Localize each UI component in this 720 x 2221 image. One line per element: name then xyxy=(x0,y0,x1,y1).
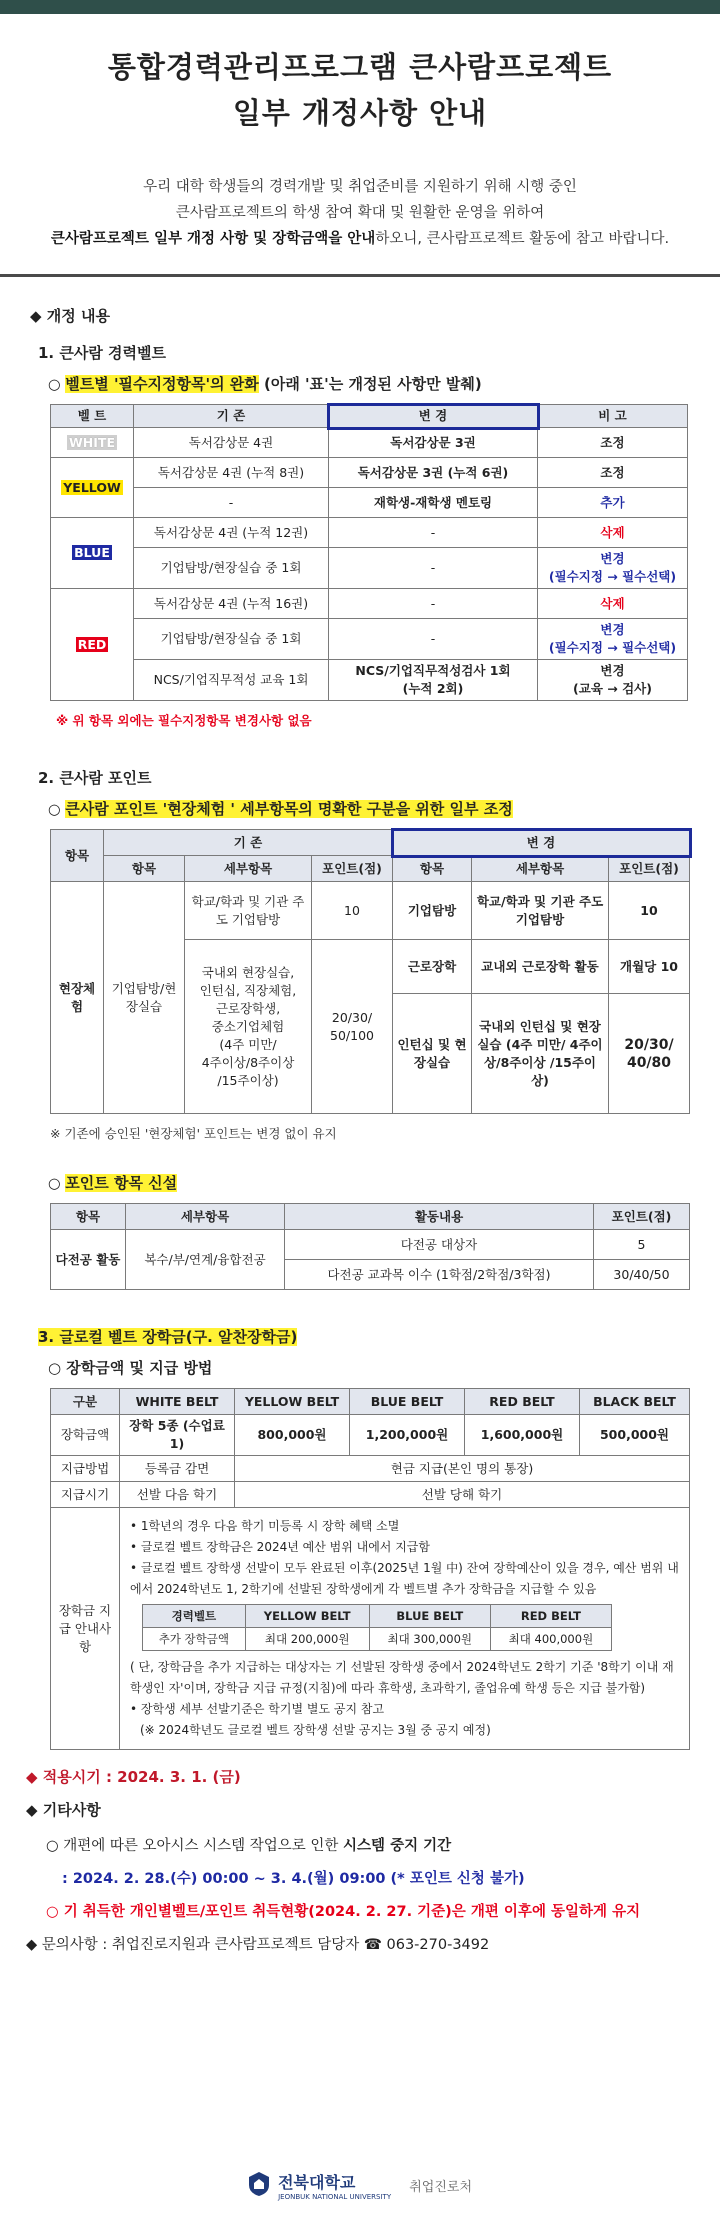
s1-note: ※ 위 항목 외에는 필수지정항목 변경사항 없음 xyxy=(56,713,312,728)
system-stop-dates: : 2024. 2. 28.(수) 00:00 ~ 3. 4.(월) 09:00 (* 포인트 신청 불가) xyxy=(62,1871,525,1887)
belt-white: WHITE xyxy=(69,434,115,450)
intro-line3-rest: 하오니, 큰사람프로젝트 활동에 참고 바랍니다. xyxy=(375,231,670,247)
s2-title: 2. 큰사람 포인트 xyxy=(38,769,152,787)
s2-sub-highlight: 큰사람 포인트 '현장체험 ' 세부항목의 명확한 구분을 위한 일부 조정 xyxy=(65,800,513,818)
s3-sub: ○ 장학금액 및 지급 방법 xyxy=(48,1359,213,1377)
belt-blue: BLUE xyxy=(74,545,110,560)
s2-new-title: 포인트 항목 신설 xyxy=(65,1174,178,1192)
intro xyxy=(0,174,720,252)
new-point-table: 항목 세부항목 활동내용 포인트(점) 다전공 활동 복수/부/연계/융합전공 다전공 대상자 5 다전공 교과목 이수 (1학점/2학점/3학점) 30/40/50 xyxy=(50,1203,690,1290)
extra-scholarship-table: 경력벨트 YELLOW BELT BLUE BELT RED BELT 추가 장학금액 최대 200,000원 최대 300,000원 최대 400,000원 xyxy=(142,1604,612,1651)
university-emblem-icon xyxy=(248,2171,270,2201)
divider xyxy=(0,274,720,277)
belt-red: RED xyxy=(77,636,107,652)
title-line2: 일부 개정사항 안내 xyxy=(232,96,488,130)
etc-title: 기타사항 xyxy=(42,1801,101,1819)
intro-bold: 큰사람프로젝트 일부 개정 사항 및 장학금액을 안내 xyxy=(50,231,376,247)
notice-page: 통합경력관리프로그램 큰사람프로젝트 일부 개정사항 안내 우리 대학 학생들의 경력개발 및 취업준비를 지원하기 위해 시행 중인 큰사람프로젝트의 학생 참여 확대 및 원활한 운영을 위하여 큰사람프로젝트 일부 개정 사항 및 장학금액을 안내하오니, 큰사람프로젝트 활동에 참고 바랍니다. ◆ 개정 내용 1. 큰사람 경력벨트 ○ 벨트별 '필수지정항목'의 완화 (아래 '표'는 개정된 사항만 발췌) 벨 트 기 존 변 경 비 고 WHITE 독서감상문 4권 독서감상문 3권 조정 YELLOW 독서감상문 4권 (누적 8권) 독서감상문 3권 (누적 6권) 조정 - 재학생-재학생 멘토링 추가 BLUE 독서감상문 4권 (누적 12권) - 삭제 기업탐방/현장실습 중 1회 - 변경 (필수지정 → 필수선택) RED 독서감상문 4권 (누적 16권) - 삭제 기업탐방/현장실습 중 1회 - 변경 (필수지정 → 필수선택) NCS/기업직무적성 교육 1회 NCS/기업직무적성검사 1회 (누적 2회) 변경 (교육 → 검사) ※ 위 항목 외에는 필수지정항목 변경사항 없음 2. 큰사람 포인트 ○ 큰사람 포인트 '현장체험 ' 세부항목의 명확한 구분을 위한 일부 조정 항목 기 존 변 경 항목 세부항목 포인트(점) 항목 세부항목 포인트(점) 현장체험 기업탐방/현장실습 학교/학과 및 기관 주도 기업탐방 10 기업탐방 학교/학과 및 기관 주도 기업탐방 10 국내외 현장실습, 인턴십, 직장체험, 근로장학생, 중소기업체험 (4주 미만/ 4주이상/8주이상 /15주이상) 20/30/ 50/100 근로장학 교내외 근로장학 활동 개월당 10 인턴십 및 현장실습 국내외 인턴십 및 현장실습 (4주 미만/ 4주이상/8주이상 /15주이상) 20/30/ 40/80 ※ 기존에 승인된 '현장체험' 포인트는 변경 없이 유지 ○ 포인트 항목 신설 항목 세부항목 활동내용 포인트(점) 다전공 활동 복수/부/연계/융합전공 다전공 대상자 5 다전공 교과목 이수 (1학점/2학점/3학점) 30/40/50 3. 글로컬 벨트 장학금(구. 알찬장학금) ○ 장학금액 및 지급 방법 구분 WHITE BELT YELLOW BELT BLUE BELT RED BELT BLACK BELT 장학금액 장학 5종 (수업료1) 800,000원 1,200,000원 1,600,000원 500,000원 지급방법 등록금 감면 현금 지급(본인 명의 통장) 지급시기 선발 다음 학기 선발 당해 학기 장학금 지급 안내사항 • 1학년의 경우 다음 학기 미등록 시 장학 혜택 소멸 • 글로컬 벨트 장학금은 2024년 예산 범위 내에서 지급함 • 글로컬 벨트 장학생 선발이 모두 완료된 이후(2025년 1월 中) 잔여 장학예산이 있을 경우, 예산 범위 내에서 2024학년도 1, 2학기에 선발된 장학생에게 각 벨트별 추가 장학금을 지급할 수 있음 경력벨트 YELLOW BELT BLUE BELT RED BELT 추가 장학금액 최대 200,000원 최대 300,000원 최대 400,000원 ( 단, 장학금을 추가 지급하는 대상자는 기 선발된 장학생 중에서 2024학년도 2학기 기준 '8학기 이내 재학생인 자'이며, 장학금 지급 규정(지침)에 따라 휴학생, 초과학기, 졸업유예 학생 등은 지급 불가함) • 장학생 세부 선발기준은 학기별 별도 공지 참고 (※ 2024학년도 글로컬 벨트 장학생 선발 공지는 3월 중 공지 예정) ◆ 적용시기 : 2024. 3. 1. (금) ◆ 기타사항 ○ 개편에 따른 오아시스 시스템 작업으로 인한 시스템 중지 기간 : 2024. 2. 28.(수) 00:00 ~ 3. 4.(월) 09:00 (* 포인트 신청 불가) ○ 기 취득한 개인별벨트/포인트 취득현황(2024. 2. 27. 기준)은 개편 이후에 동일하게 유지 ◆ 문의사항 : 취업진로지원과 큰사람프로젝트 담당자 ☎ 063-270-3492 전북대학교 JEONBUK NATIONAL UNIVERSITY 취업진로처 xyxy=(0,0,720,2221)
s1-sub-highlight: 벨트별 '필수지정항목'의 완화 xyxy=(65,375,259,393)
scholarship-table: 구분 WHITE BELT YELLOW BELT BLUE BELT RED BELT BLACK BELT 장학금액 장학 5종 (수업료1) 800,000원 1,200,000원 1,600,000원 500,000원 지급방법 등록금 감면 현금 지급(본인 명의 통장) 지급시기 선발 다음 학기 선발 당해 학기 장학금 지급 안내사항 • 1학년의 경우 다음 학기 미등록 시 장학 혜택 소멸 • 글로컬 벨트 장학금은 2024년 예산 범위 내에서 지급함 • 글로컬 벨트 장학생 선발이 모두 완료된 이후(2025년 1월 中) 잔여 장학예산이 있을 경우, 예산 범위 내에서 2024학년도 1, 2학기에 선발된 장학생에게 각 벨트별 추가 장학금을 지급할 수 있음 경력벨트 YELLOW BELT BLUE BELT RED BELT 추가 장학금액 최대 200,000원 최대 300,000원 최대 400,000원 ( 단, 장학금을 추가 지급하는 대상자는 기 선발된 장학생 중에서 2024학년도 2학기 기준 '8학기 이내 재학생인 자'이며, 장학금 지급 규정(지침)에 따라 휴학생, 초과학기, 졸업유예 학생 등은 지급 불가함) • 장학생 세부 선발기준은 학기별 별도 공지 참고 (※ 2024학년도 글로컬 벨트 장학생 선발 공지는 3월 중 공지 예정) xyxy=(50,1388,690,1750)
s3-title: 3. 글로컬 벨트 장학금(구. 알찬장학금) xyxy=(38,1328,298,1346)
apply-date: 적용시기 : 2024. 3. 1. (금) xyxy=(42,1768,241,1786)
title-line1: 통합경력관리프로그램 큰사람프로젝트 xyxy=(107,50,613,84)
footer-university: 전북대학교 xyxy=(278,2173,356,2192)
intro-line1: 우리 대학 학생들의 경력개발 및 취업준비를 지원하기 위해 시행 중인 xyxy=(143,179,577,195)
s2-note: ※ 기존에 승인된 '현장체험' 포인트는 변경 없이 유지 xyxy=(50,1126,337,1141)
s1-title: 1. 큰사람 경력벨트 xyxy=(38,344,167,362)
intro-line2: 큰사람프로젝트의 학생 참여 확대 및 원활한 운영을 위하여 xyxy=(175,205,545,221)
system-stop-label: 시스템 중지 기간 xyxy=(343,1838,452,1854)
s1-sub-rest: (아래 '표'는 개정된 사항만 발췌) xyxy=(258,375,482,393)
belt-yellow: YELLOW xyxy=(63,479,121,495)
point-table: 항목 기 존 변 경 항목 세부항목 포인트(점) 항목 세부항목 포인트(점) 현장체험 기업탐방/현장실습 학교/학과 및 기관 주도 기업탐방 10 기업탐방 학교/학과 및 기관 주도 기업탐방 10 국내외 현장실습, 인턴십, 직장체험, 근로장학생, 중소기업체험 (4주 미만/ 4주이상/8주이상 /15주이상) 20/30/ 50/100 근로장학 교내외 근로장학 활동 개월당 10 인턴십 및 현장실습 국내외 인턴십 및 현장실습 (4주 미만/ 4주이상/8주이상 /15주이상) 20/30/ 40/80 xyxy=(50,829,690,1114)
contact: ◆ 문의사항 : 취업진로지원과 큰사람프로젝트 담당자 ☎ 063-270-3492 xyxy=(26,1937,490,1953)
footer-dept: 취업진로처 xyxy=(409,2180,473,2195)
footer-university-en: JEONBUK NATIONAL UNIVERSITY xyxy=(278,2193,392,2201)
top-bar xyxy=(0,0,720,14)
section-title: ◆ 개정 내용 xyxy=(30,307,110,325)
footer xyxy=(0,2170,720,2201)
etc2: ○ 기 취득한 개인별벨트/포인트 취득현황(2024. 2. 27. 기준)은 개편 이후에 동일하게 유지 xyxy=(46,1904,641,1920)
belt-table: 벨 트 기 존 변 경 비 고 WHITE 독서감상문 4권 독서감상문 3권 조정 YELLOW 독서감상문 4권 (누적 8권) 독서감상문 3권 (누적 6권) 조정 - 재학생-재학생 멘토링 추가 BLUE 독서감상문 4권 (누적 12권) - 삭제 기업탐방/현장실습 중 1회 - 변경 (필수지정 → 필수선택) RED 독서감상문 4권 (누적 16권) - 삭제 기업탐방/현장실습 중 1회 - 변경 (필수지정 → 필수선택) NCS/기업직무적성 교육 1회 NCS/기업직무적성검사 1회 (누적 2회) 변경 (교육 → 검사) xyxy=(50,404,688,701)
